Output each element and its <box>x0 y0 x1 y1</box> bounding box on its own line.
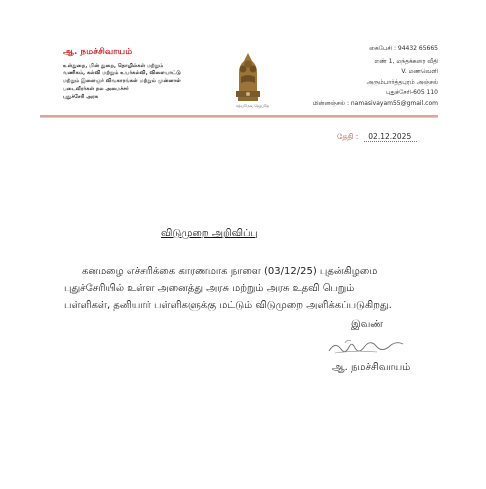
portfolio-line-2: வணிகம், கல்வி மற்றும் உயர்கல்வி, விளையாட்டு <box>63 70 181 76</box>
notice-line-3: பள்ளிகள், தனியார் பள்ளிகளுக்கு மட்டும் விடுமுறை அளிக்கப்படுகிறது. <box>64 300 392 311</box>
notice-title: விடுமுறை அறிவிப்பு <box>161 228 258 239</box>
government-name: புதுச்சேரி அரசு <box>63 94 99 100</box>
header-divider-thin <box>40 117 438 118</box>
closing-label: இவண் <box>351 319 384 330</box>
minister-name: ஆ. நமச்சிவாயம் <box>63 47 133 57</box>
date-row <box>337 132 417 142</box>
address-line-2: V. மணவெளி <box>401 68 438 75</box>
state-emblem-icon <box>230 47 266 107</box>
date-label: தேதி : <box>337 132 359 141</box>
notice-line-1: கனமழை எச்சரிக்கை காரணமாக நாளை (03/12/25) புதன்கிழமை <box>82 266 378 277</box>
date-value: 02.12.2025 <box>364 132 417 142</box>
portfolio-line-3: மற்றும் இளைஞர் விவகாரங்கள் மற்றும் முன்னாள் <box>63 78 181 84</box>
portfolio-line-1: உள்துறை, மின் துறை, தொழில்கள் மற்றும் <box>63 63 164 69</box>
emblem-caption: சத்யமேவ ஜெயதே <box>236 103 269 108</box>
address-line-4: புதுச்சேரி-605 110 <box>386 89 438 96</box>
phone-number: கைபேசி : 94432 65665 <box>369 45 438 52</box>
signature-image <box>325 335 407 359</box>
address-line-1: எண் 1, மந்தக்கரை வீதி <box>374 58 438 65</box>
address-line-3: அரும்பார்த்தபுரம் அஞ்சல் <box>366 79 438 86</box>
signer-name: ஆ. நமச்சிவாயம் <box>332 362 411 373</box>
portfolio-line-4: படைவீரர்கள் நல அமைச்சர் <box>63 86 129 92</box>
notice-line-2: புதுச்சேரியில் உள்ள அனைத்து அரசு மற்றும் அரசு உதவி பெறும் <box>64 283 355 294</box>
email-address: மின்னஞ்சல் : namasivayam55@gmail.com <box>312 100 438 107</box>
